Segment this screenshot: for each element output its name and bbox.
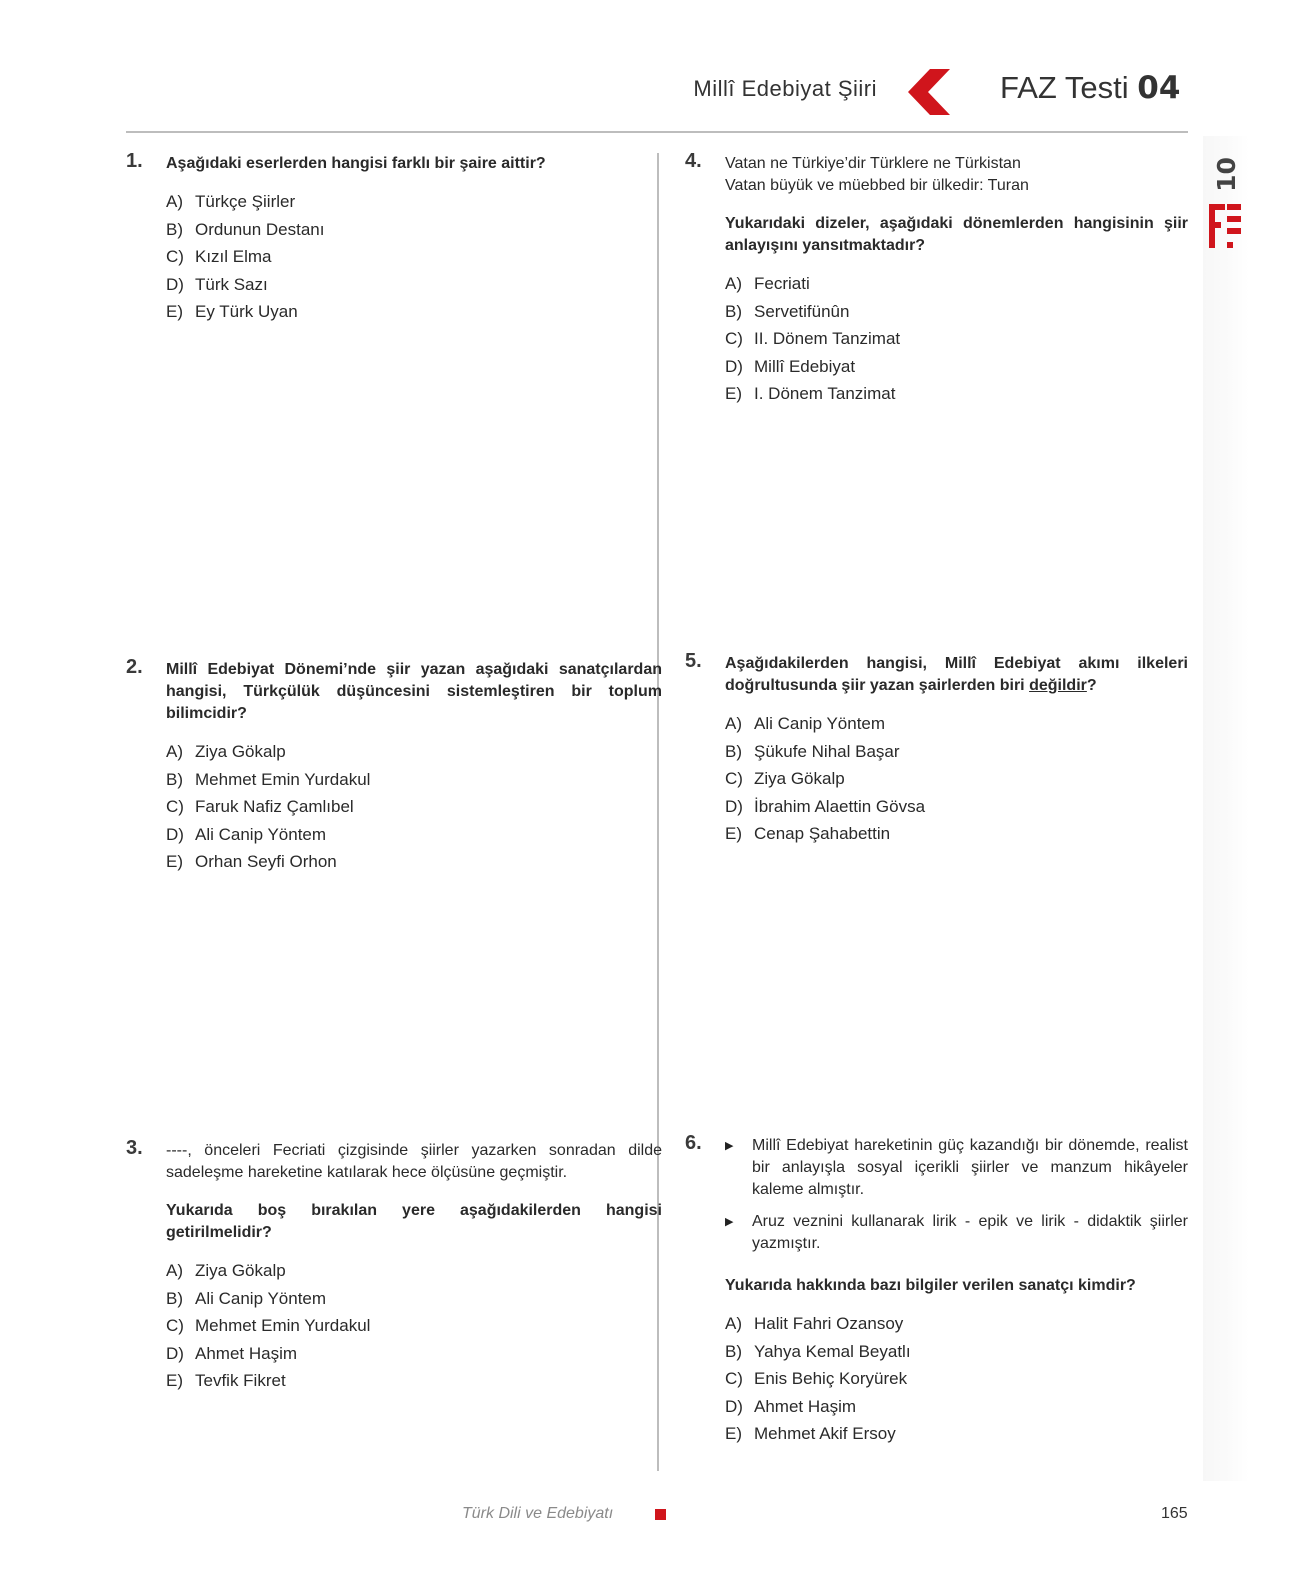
question-stem: Aşağıdakilerden hangisi, Millî Edebiyat akımı ilkeleri doğrultusunda şiir yazan şairlerden biri değildir? xyxy=(725,655,1188,694)
verse-line-2: Vatan büyük ve müebbed bir ülkedir: Turan xyxy=(725,177,1029,194)
option-b[interactable]: B) Mehmet Emin Yurdakul xyxy=(166,769,371,789)
question-6 xyxy=(685,1132,1188,1451)
option-d[interactable]: D) Türk Sazı xyxy=(166,274,268,294)
option-c[interactable]: C) Enis Behiç Koryürek xyxy=(725,1369,908,1389)
option-c[interactable]: C) Kızıl Elma xyxy=(166,247,272,267)
question-number: 6. xyxy=(685,1132,702,1154)
section-title: Millî Edebiyat Şiiri xyxy=(693,76,877,101)
question-5 xyxy=(685,650,1188,851)
option-c[interactable]: C) Ziya Gökalp xyxy=(725,769,845,789)
option-e[interactable]: E) Tevfik Fikret xyxy=(166,1371,286,1391)
side-tab-number: 10 xyxy=(1211,156,1241,192)
page-number: 165 xyxy=(1161,1505,1188,1522)
option-c[interactable]: C) Mehmet Emin Yurdakul xyxy=(166,1316,371,1336)
question-stem: Aşağıdaki eserlerden hangisi farklı bir şaire aittir? xyxy=(166,155,546,172)
side-tab xyxy=(1203,136,1249,1481)
option-e[interactable]: E) Mehmet Akif Ersoy xyxy=(725,1424,896,1444)
test-label: FAZ Testi xyxy=(1000,70,1129,105)
option-e[interactable]: E) Ey Türk Uyan xyxy=(166,302,298,322)
header-divider xyxy=(126,131,1188,133)
underlined-word: değildir xyxy=(1029,677,1087,694)
question-number: 2. xyxy=(126,656,143,678)
option-a[interactable]: A) Halit Fahri Ozansoy xyxy=(725,1314,904,1333)
verse-line-1: Vatan ne Türkiye’dir Türklere ne Türkistan xyxy=(725,155,1021,172)
options-list xyxy=(166,741,662,879)
question-stem: Yukarıdaki dizeler, aşağıdaki dönemlerden hangisinin şiir anlayışını yansıtmaktadır? xyxy=(725,215,1188,254)
footer-subject: Türk Dili ve Edebiyatı xyxy=(462,1505,614,1522)
test-number: 04 xyxy=(1137,70,1181,106)
question-number: 5. xyxy=(685,650,702,672)
question-stem: Millî Edebiyat Dönemi’nde şiir yazan aşağıdaki sanatçılardan hangisi, Türkçülük düşüncesini sistemleştiren bir toplum bilimcidir? xyxy=(166,661,662,722)
option-b[interactable]: B) Şükufe Nihal Başar xyxy=(725,741,900,761)
chevron-left-icon xyxy=(908,69,950,115)
options-list xyxy=(166,1260,662,1398)
option-c[interactable]: C) Faruk Nafiz Çamlıbel xyxy=(166,797,354,817)
option-d[interactable]: D) Millî Edebiyat xyxy=(725,356,856,376)
option-a[interactable]: A) Fecriati xyxy=(725,274,810,293)
info-bullet-1: ▶ Millî Edebiyat hareketinin güç kazandığı bir dönemde, realist bir anlayışla sosyal içerikli şiirler ve manzum hikâyeler kaleme almıştır. xyxy=(725,1135,1188,1201)
options-list xyxy=(166,191,662,329)
option-c[interactable]: C) II. Dönem Tanzimat xyxy=(725,329,901,349)
info-bullet-2: ▶ Aruz veznini kullanarak lirik - epik ve lirik - didaktik şiirler yazmıştır. xyxy=(725,1211,1188,1255)
option-b[interactable]: B) Ali Canip Yöntem xyxy=(166,1288,327,1308)
fen-logo-icon xyxy=(1207,202,1243,252)
option-a[interactable]: A) Ali Canip Yöntem xyxy=(725,714,886,733)
test-title xyxy=(1000,70,1180,106)
question-2 xyxy=(126,656,662,879)
options-list xyxy=(725,713,1188,851)
question-stem: Yukarıda boş bırakılan yere aşağıdakilerden hangisi getirilmelidir? xyxy=(166,1202,662,1241)
option-a[interactable]: A) Ziya Gökalp xyxy=(166,1261,286,1280)
question-4 xyxy=(685,150,1188,411)
footer-square-icon xyxy=(655,1509,666,1520)
option-d[interactable]: D) İbrahim Alaettin Gövsa xyxy=(725,796,926,816)
triangle-bullet-icon: ▶ xyxy=(725,1216,734,1228)
option-a[interactable]: A) Türkçe Şiirler xyxy=(166,192,296,211)
question-3 xyxy=(126,1137,662,1398)
question-number: 3. xyxy=(126,1137,143,1159)
option-d[interactable]: D) Ahmet Haşim xyxy=(725,1396,857,1416)
question-1 xyxy=(126,150,662,329)
option-a[interactable]: A) Ziya Gökalp xyxy=(166,742,286,761)
option-d[interactable]: D) Ali Canip Yöntem xyxy=(166,824,327,844)
option-b[interactable]: B) Ordunun Destanı xyxy=(166,219,325,239)
option-e[interactable]: E) Cenap Şahabettin xyxy=(725,824,891,844)
question-passage: ----, önceleri Fecriati çizgisinde şiirler yazarken sonradan dilde sadeleşme hareketine katılarak hece ölçüsüne geçmiştir. xyxy=(166,1142,662,1181)
question-stem: Yukarıda hakkında bazı bilgiler verilen sanatçı kimdir? xyxy=(725,1277,1136,1294)
option-e[interactable]: E) Orhan Seyfi Orhon xyxy=(166,852,337,872)
question-number: 4. xyxy=(685,150,702,172)
question-number: 1. xyxy=(126,150,143,172)
triangle-bullet-icon: ▶ xyxy=(725,1140,734,1152)
option-e[interactable]: E) I. Dönem Tanzimat xyxy=(725,384,896,404)
option-b[interactable]: B) Servetifünûn xyxy=(725,301,850,321)
options-list xyxy=(725,273,1188,411)
option-d[interactable]: D) Ahmet Haşim xyxy=(166,1343,298,1363)
option-b[interactable]: B) Yahya Kemal Beyatlı xyxy=(725,1341,911,1361)
options-list xyxy=(725,1313,1188,1451)
